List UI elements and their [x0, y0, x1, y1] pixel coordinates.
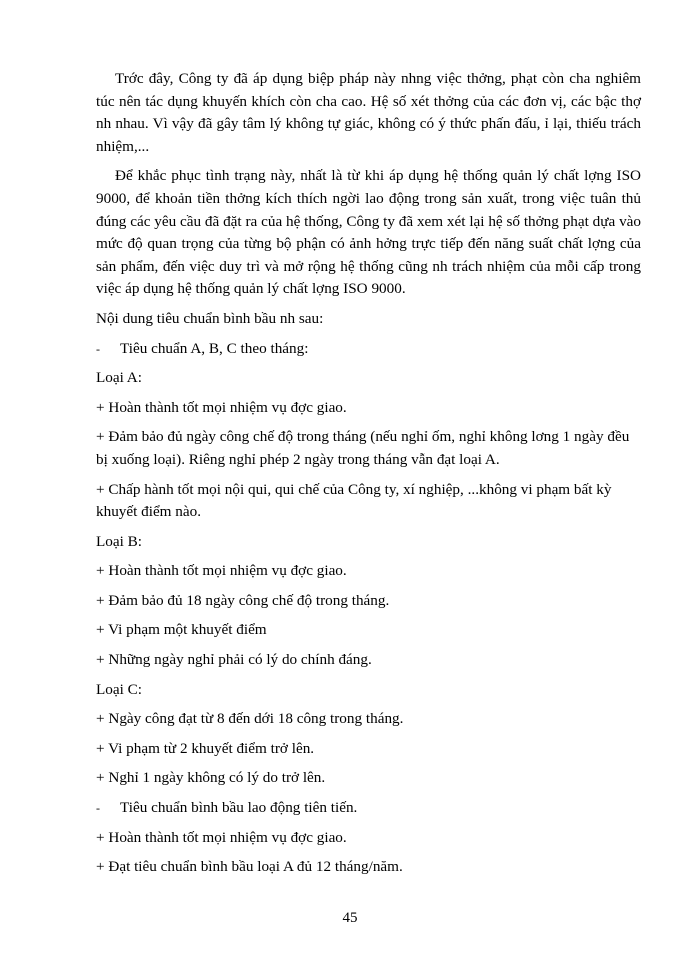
- heading-loai-a: Loại A:: [96, 369, 142, 387]
- bullet-monthly-criteria: [96, 338, 641, 361]
- list-item: + Ngày công đạt từ 8 đến dới 18 công trong tháng.: [96, 710, 404, 728]
- heading-loai-c: Loại C:: [96, 680, 142, 698]
- bullet-text: Tiêu chuẩn A, B, C theo tháng:: [120, 339, 309, 357]
- paragraph-criteria-intro: Nội dung tiêu chuẩn bình bầu nh sau:: [96, 309, 324, 327]
- list-item: + Nghỉ 1 ngày không có lý do trở lên.: [96, 769, 326, 787]
- dash-marker: -: [96, 341, 100, 356]
- paragraph-iso-9000: Để khắc phục tình trạng này, nhất là từ khi áp dụng hệ thống quản lý chất lợng ISO 9000, để khoản tiền thởng kích thích ngời lao động trong sản xuất, trong việc tuân thủ đúng các yêu cầu đã đặt ra của hệ thống, Công ty đã xem xét lại hệ số thởng phạt dựa vào mức độ quan trọng của từng bộ phận có ảnh hởng trực tiếp đến năng suất chất lợng của sản phẩm, đến việc duy trì và mở rộng hệ thống cũng nh trách nhiệm của mỗi cấp trong việc áp dụng hệ thống quản lý chất lợng ISO 9000.: [96, 167, 641, 298]
- list-item: + Chấp hành tốt mọi nội qui, qui chế của Công ty, xí nghiệp, ...không vi phạm bất kỳ khuyết điểm nào.: [96, 480, 612, 521]
- heading-loai-b: Loại B:: [96, 532, 142, 550]
- bullet-advanced-worker-criteria: [96, 797, 641, 820]
- list-item: + Vi phạm từ 2 khuyết điểm trở lên.: [96, 739, 315, 757]
- list-item: + Đạt tiêu chuẩn bình bầu loại A đủ 12 tháng/năm.: [96, 858, 403, 876]
- bullet-text: Tiêu chuẩn bình bầu lao động tiên tiến.: [120, 799, 358, 817]
- paragraph-history: Trớc đây, Công ty đã áp dụng biệp pháp này nhng việc thởng, phạt còn cha nghiêm túc nên tác dụng khuyến khích còn cha cao. Hệ số xét thởng của các đơn vị, các bậc thợ nh nhau. Vì vậy đã gây tâm lý không tự giác, không có ý thức phấn đấu, ỉ lại, thiếu trách nhiệm,...: [96, 70, 641, 155]
- list-item: + Hoàn thành tốt mọi nhiệm vụ đợc giao.: [96, 828, 347, 846]
- list-item: + Đảm bảo đủ ngày công chế độ trong tháng (nếu nghỉ ốm, nghỉ không lơng 1 ngày đều bị xuống loại). Riêng nghỉ phép 2 ngày trong tháng vẫn đạt loại A.: [96, 428, 630, 468]
- list-item: + Hoàn thành tốt mọi nhiệm vụ đợc giao.: [96, 562, 347, 580]
- list-item: + Vi phạm một khuyết điểm: [96, 621, 267, 639]
- list-item: + Đảm bảo đủ 18 ngày công chế độ trong tháng.: [96, 591, 390, 609]
- list-item: + Hoàn thành tốt mọi nhiệm vụ đợc giao.: [96, 398, 347, 416]
- page-number: 45: [342, 910, 358, 926]
- page-body: [96, 68, 641, 879]
- dash-marker: -: [96, 801, 100, 816]
- list-item: + Những ngày nghỉ phải có lý do chính đáng.: [96, 651, 372, 669]
